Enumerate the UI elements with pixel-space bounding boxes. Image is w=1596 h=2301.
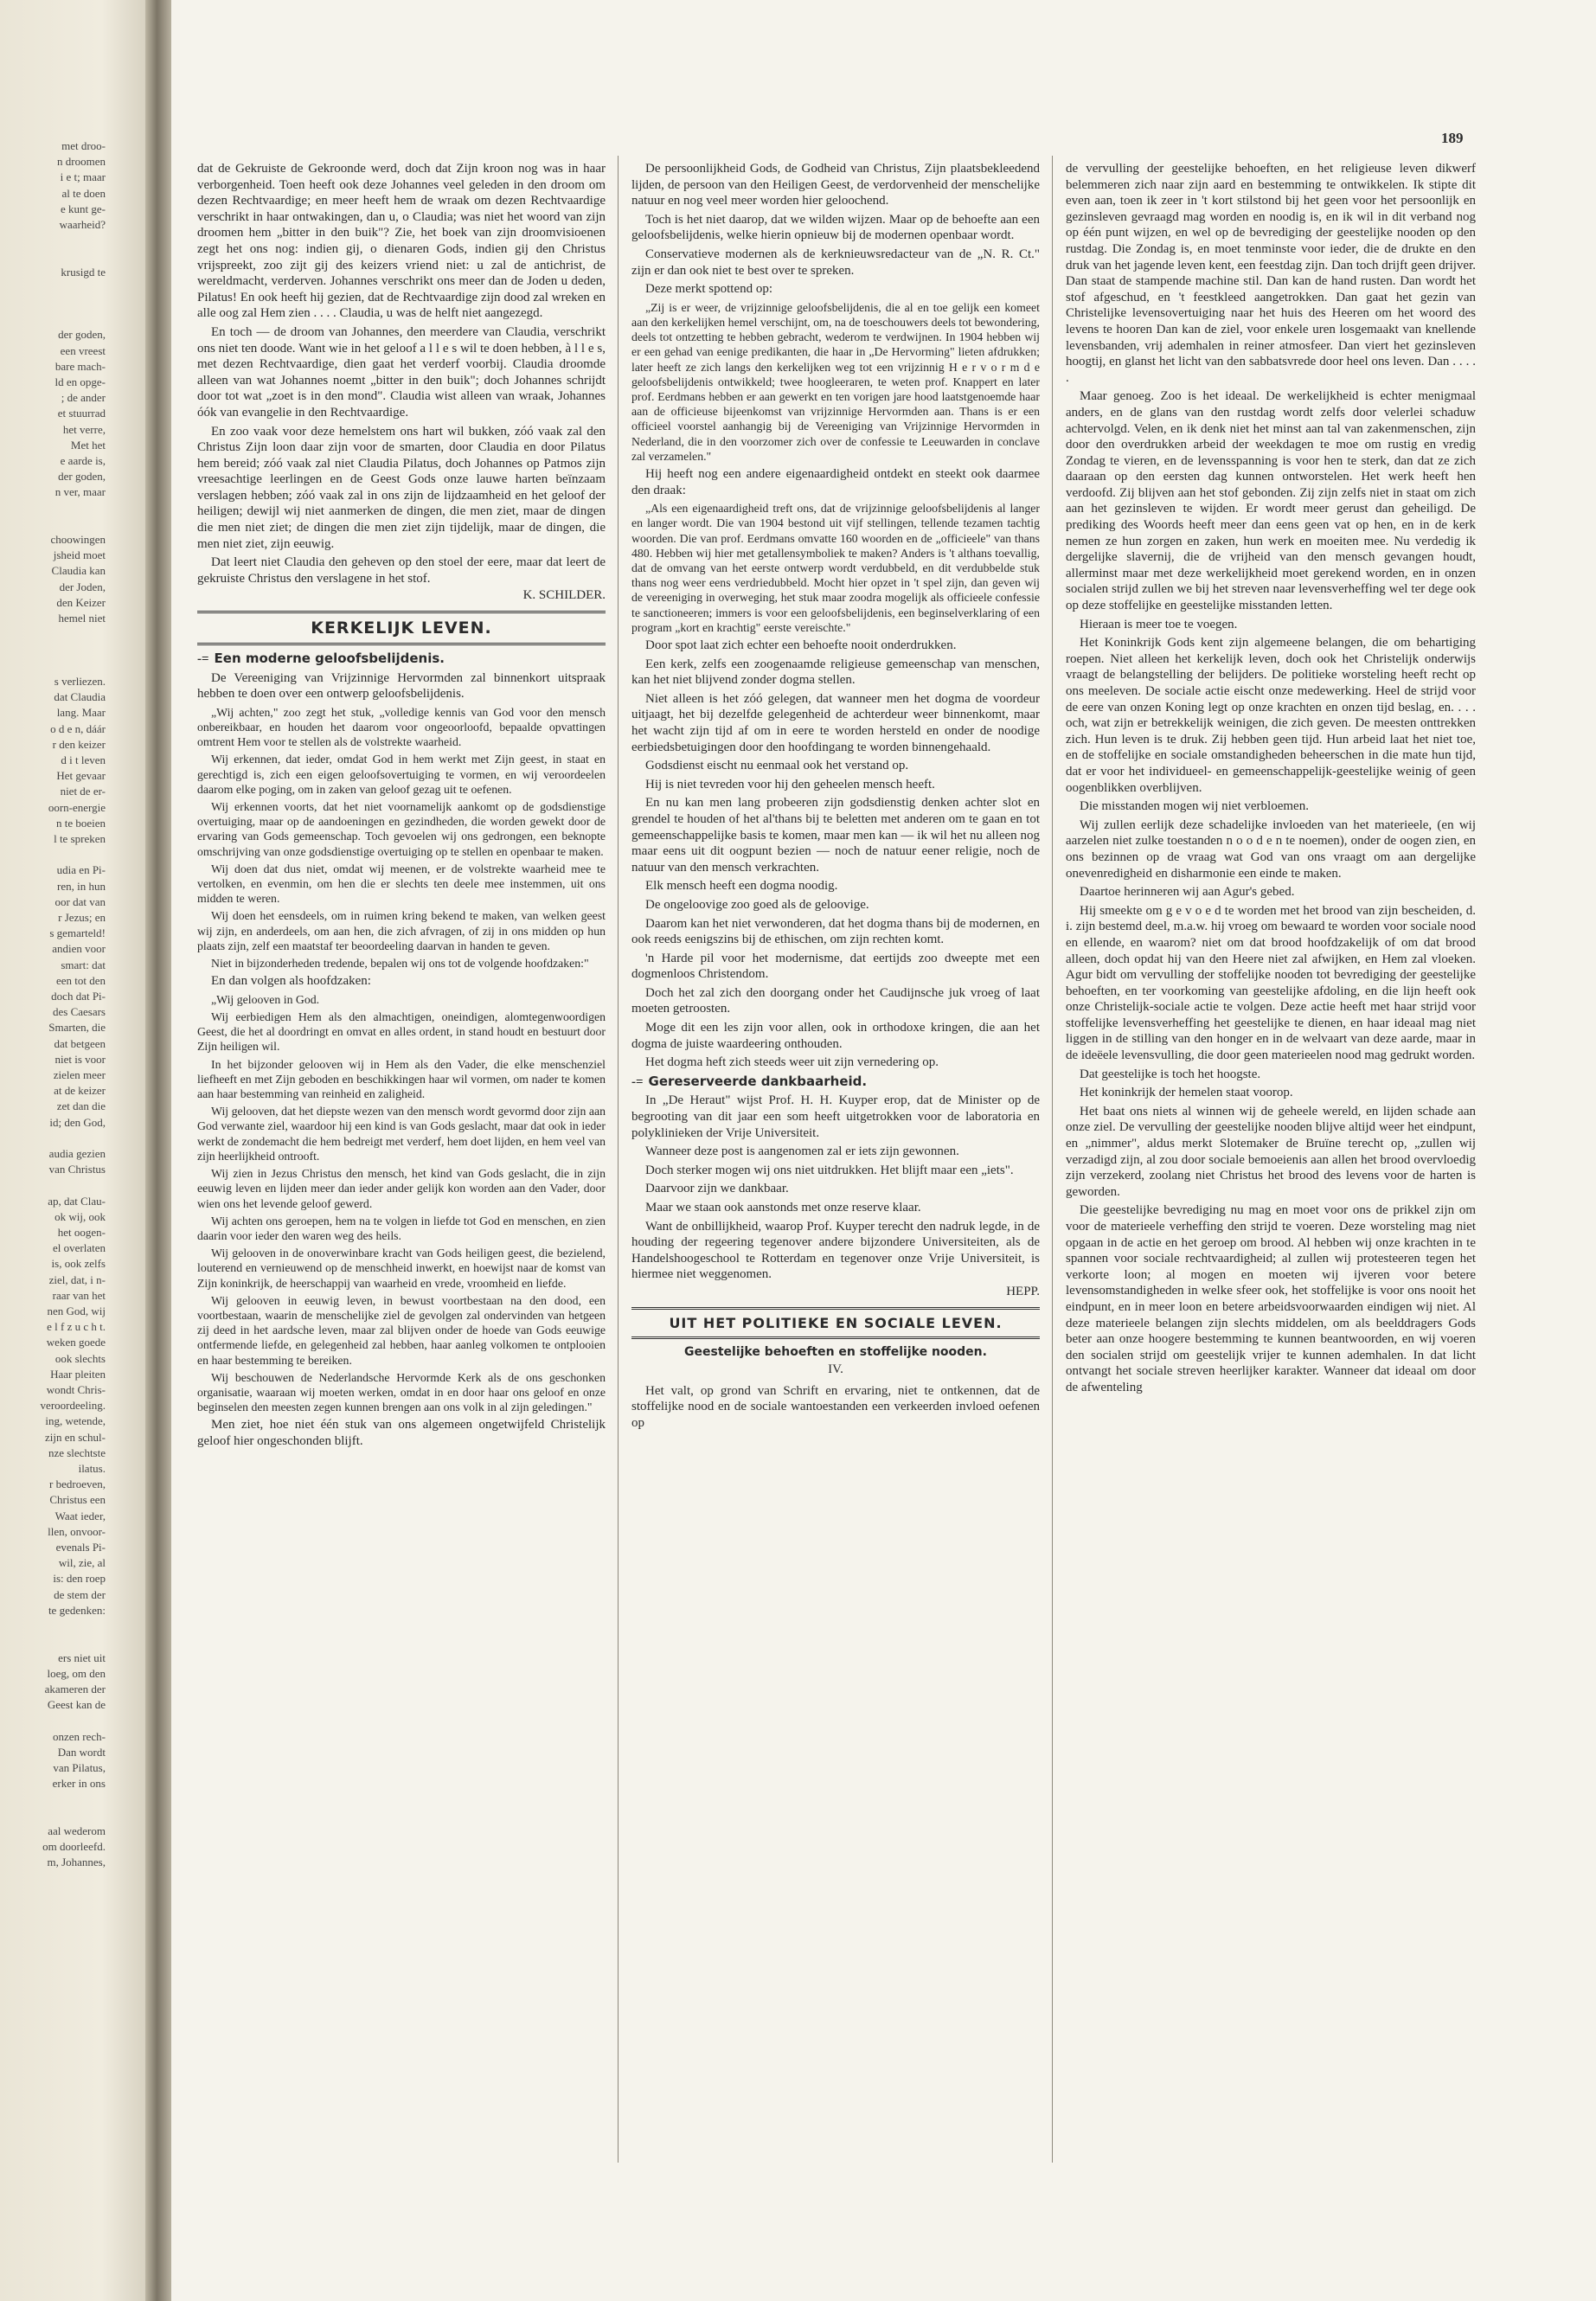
spine-text-line: evenals Pi- — [55, 1541, 106, 1554]
spine-text-line: dat betgeen — [54, 1036, 106, 1050]
spine-text-line: Met het — [70, 438, 106, 452]
spine-text-line: wil, zie, al — [58, 1556, 106, 1570]
spine-text-line: zijn en schul- — [44, 1430, 106, 1444]
spine-text-line: is: den roep — [53, 1572, 106, 1586]
spine-text-line: l te spreken — [54, 831, 106, 845]
section-rule — [631, 1307, 1040, 1310]
spine-text-line: de stem der — [54, 1587, 106, 1601]
spine-text-line: at de keizer — [54, 1084, 106, 1098]
spine-text-line: Waat ieder, — [54, 1509, 106, 1522]
article-subhead: -= Een moderne geloofsbelijdenis. — [197, 651, 445, 667]
article-signature: K. SCHILDER. — [522, 588, 606, 603]
paragraph: Die geestelijke bevrediging nu mag en moet voor ons de prikkel zijn om voor de materieele verheffing den strijd te voeren. Deze worsteling mag niet opgaan in de actie en het geroep om brood. Al hebben wij onze krachten in te spannen voor sociale rechtvaardigheid; al zullen wij protesteeren tegen het verkorte loon; al mogen en moeten wij ijveren voor betere levensomstandigheden in welke sfeer ook, het stoffelijke is voor ons nooit het eindpunt, en in meer loon en betere arbeidsvoorwaarden eindigen wij niet. Al deze materieele belangen zijn slechts middelen, om als beelddragers Gods beter aan onze hoogere bestemming te kunnen beantwoorden, en wij voeren den socialen strijd om geestelijk vrijer te kunnen ademhalen. In dat licht ontvangt het sociale streven heerlijker karakter. Wanneer dat ideaal om door de afwenteling — [1066, 1203, 1476, 1394]
spine-text-line: wondt Chris- — [46, 1383, 106, 1397]
spine-text-line: het verre, — [62, 422, 106, 436]
paragraph: Wanneer deze post is aangenomen zal er iets zijn gewonnen. — [645, 1144, 959, 1159]
spine-text-line: Dan wordt — [57, 1745, 106, 1759]
spine-text-line: n te boeien — [55, 816, 106, 830]
spine-text-line: e l f z u c h t. — [47, 1320, 106, 1334]
spine-text-line: andien voor — [52, 942, 106, 956]
spine-text-line: ren, in hun — [57, 879, 106, 893]
spine-text-line — [3, 501, 106, 516]
page-number: 189 — [1441, 130, 1464, 146]
spine-text-line: der goden, — [58, 328, 106, 342]
spine-text-line — [3, 1131, 106, 1146]
paragraph: Daarvoor zijn we dankbaar. — [645, 1182, 789, 1196]
spine-text-line: nze slechtste — [48, 1445, 106, 1459]
spine-text-line: n ver, maar — [54, 485, 106, 499]
paragraph: Maar genoeg. Zoo is het ideaal. De werkelijkheid is echter menigmaal anders, en de glans van den rustdag wordt zelfs door velerlei schaduw achtervolgd. Velen, en ik denk niet het minst aan tal van zakenmenschen, zijn door den overdrukken arbeid der weekdagen te moe om rustig en vredig Zondag te vieren, en de levensspanning is voor hen te sterk, dan dat ze zich daaraan op den eersten dag kunnen ontworstelen. Het werk heeft hen verdoofd. Zij blijven aan het stof gebonden. Zij zijn zelfs niet in staat om zich aan het gezinsleven te wijden. Er wordt meer gerust dan geheiligd. De prediking des Woords heeft meer dan eens geen vat op hen, en in de kerk nemen ze hun zorgen en zaken, hun werk en moeiten mee. Nu verdedig ik dergelijke slavernij, die de vrijheid van den mensch gevangen houdt, allerminst maar met deze werkelijkheid moet gerekend worden, en in onzen socialen strijd zullen we bij het streven naar levensverheffing wel ter dege ook op deze stoffelijke en geestelijke misstanden letten. — [1066, 389, 1476, 613]
paragraph: Wij gelooven in eeuwig leven, in bewust voortbestaan na den dood, een voortbestaan, waarin de menschelijke ziel de gevolgen zal ondervinden van hetgeen zij deed in het aardsche leven, maar zal blijven onder de hoede van Gods eeuwige ontfermende liefde, en gelegenheid zal hebben, haar aanleg volkomen te ontplooien en haar bestemming te bereiken. — [197, 1293, 606, 1367]
spine-text-line: zielen meer — [53, 1067, 106, 1081]
spine-text-line: Het gevaar — [56, 769, 106, 783]
paragraph: Hieraan is meer toe te voegen. — [1080, 617, 1238, 631]
spine-text-line: om doorleefd. — [42, 1839, 106, 1853]
spine-text-line — [3, 847, 106, 862]
spine-text-line — [3, 1808, 106, 1823]
paragraph: Wij gelooven in de onoverwinbare kracht van Gods heiligen geest, die bezielend, louterend en vernieuwend op de menschheid inwerkt, en hoewijst naar de komst van Zijn koninkrijk, de heerschappij van waarheid en vrede, vroomheid en liefde. — [197, 1247, 606, 1290]
article-signature: HEPP. — [1006, 1284, 1040, 1298]
spine-text-line — [3, 296, 106, 311]
paragraph: Door spot laat zich echter een behoefte nooit onderdrukken. — [645, 638, 957, 652]
spine-text-line — [3, 280, 106, 296]
paragraph: Doch sterker mogen wij ons niet uitdrukken. Het blijft maar een „iets". — [645, 1163, 1014, 1177]
paragraph: Het baat ons niets al winnen wij de geheele wereld, en lijden schade aan onze ziel. De vervulling der geestelijke nooden blijve altijd weer het eindpunt, en „nimmer", aldus merkt Slotemaker de Bruïne terecht op, „zullen wij verzadigd zijn, al zou door sociale bemoeienis aan allen het brood overvloedig zijn verzekerd, zoolang niet Christus het brood des levens voor de harten is geworden. — [1066, 1104, 1476, 1199]
quote-block: „Als een eigenaardigheid treft ons, dat de vrijzinnige geloofsbelijdenis al langer en langer wordt. Die van 1904 bestond uit vijf stellingen, tellende tezamen tachtig woorden. Die van prof. Eerdmans omvatte 160 woorden en de „officieele" van thans 480. Hebben wij hier met getallensymboliek te maken? Anders is 't althans toevallig, dat de omvang van het eerste ontwerp wordt verdubbeld, en dit verdubbelde stuk thans nog weer eens verdriedubbeld. Mocht hier opzet in 't spel zijn, dan geven wij de vereeniging in overweging, het stuk maar zoodra mogelijk als officieele confessie te sanctioneeren; immers is voor een geloofsbelijdenis, een beginselverklaring of een program „kort en krachtig" eerste vereischte." — [631, 502, 1040, 634]
spine-text-line: Smarten, die — [48, 1021, 106, 1035]
spine-text-line: smart: dat — [61, 958, 106, 971]
paragraph: Het valt, op grond van Schrift en ervaring, niet te ontkennen, dat de stoffelijke nood en de sociale wantoestanden een verkeerden invloed oefenen op — [631, 1383, 1040, 1430]
spine-text-line: der Joden, — [59, 580, 106, 593]
paragraph: Wij erkennen voorts, dat het niet voornamelijk aankomt op de godsdienstige overtuiging, maar op de aandoeningen en gezindheden, die worden gewekt door de ervaring van Gods gemeenschap. Toch gevoelen wij ons gedrongen, een beknopte omschrijving van onze godsdienstige overtuiging op te stellen en openbaar te maken. — [197, 800, 606, 858]
spine-text-line: m, Johannes, — [47, 1856, 106, 1869]
spine-text-line: ing, wetende, — [45, 1414, 106, 1428]
left-page-text-fragments — [3, 138, 106, 1870]
section-title-kerkelijk-leven: KERKELIJK LEVEN. — [311, 619, 492, 638]
article-subhead: -= Gereserveerde dankbaarheid. — [631, 1073, 868, 1089]
paragraph: En toch — de droom van Johannes, den meerdere van Claudia, verschrikt ons niet ten doode. Want wie in het geloof a l l e s wil te doen hebben, à l l e s, met dezen Rechtvaardige, dien gaat het verderf voorbij. Claudia droomde alleen van wat Johannes noemt „bitter in den buik"; doch Johannes schrijdt door tot wat „zoet is in den mond". Claudia wist alleen van wraak, Johannes óók van evangelie in den Rechtvaardige. — [197, 324, 606, 420]
spine-text-line: d i t leven — [61, 753, 106, 766]
paragraph: In „De Heraut" wijst Prof. H. H. Kuyper erop, dat de Minister op de begrooting van dit jaar een som heeft uitgetrokken voor de laboratoria en polyklinieken der Vrije Universiteit. — [631, 1093, 1040, 1140]
spine-text-line: ziel, dat, i n- — [48, 1272, 106, 1286]
spine-text-line: ap, dat Clau- — [48, 1194, 106, 1208]
closing-paragraph: Men ziet, hoe niet één stuk van ons algemeen ongetwijfeld Christelijk geloof hier ongeschonden blijft. — [197, 1418, 606, 1448]
spine-text-line: oor dat van — [54, 894, 106, 908]
spine-text-line: van Christus — [48, 1163, 106, 1176]
spine-text-line — [3, 311, 106, 327]
paragraph: Wij gelooven, dat het diepste wezen van den mensch wordt gevormd door zijn aan God verwante ziel, waardoor hij een kind is van Gods geslacht, maar dat ook in ieder werkt de zondemacht die hem bedreigt met verderf, hem doet lijden, en hem veel van zijn heerlijkheid ontrooft. — [197, 1105, 606, 1163]
spine-text-line: r Jezus; en — [58, 910, 106, 924]
spine-text-line: Claudia kan — [51, 564, 106, 578]
spine-text-line: erker in ons — [52, 1777, 106, 1791]
paragraph: Conservatieve modernen als de kerknieuwsredacteur van de „N. R. Ct." zijn er dan ook niet te best over te spreken. — [631, 247, 1040, 278]
paragraph: In het bijzonder gelooven wij in Hem als den Vader, die elke menschenziel liefheeft en met Zijn geboden en beschikkingen haar wil vormen, om nader te komen aan haar bestemming van reinheid en zaligheid. — [197, 1057, 606, 1101]
spine-text-line: o d e n, dáár — [50, 721, 106, 735]
spine-text-line — [3, 516, 106, 532]
spine-text-line: r bedroeven, — [49, 1477, 106, 1491]
spine-text-line: der goden, — [58, 470, 106, 484]
section-rule — [197, 611, 606, 613]
paragraph: Niet in bijzonderheden tredende, bepalen wij ons tot de volgende hoofdzaken:" — [211, 957, 589, 971]
spine-text-line: s verliezen. — [54, 674, 106, 688]
paragraph: Want de onbillijkheid, waarop Prof. Kuyper terecht den nadruk legde, in de houding der regeering tegenover andere bijzondere Universiteiten, als de Handelshoogeschool te Rotterdam en tegenover onze Vrije Universiteit, is hiermee niet weggenomen. — [631, 1219, 1040, 1282]
paragraph: Toch is het niet daarop, dat we wilden wijzen. Maar op de behoefte aan een geloofsbelijdenis, welke hierin opnieuw bij de modernen openbaar wordt. — [631, 212, 1040, 243]
paragraph: Wij zien in Jezus Christus den mensch, het kind van Gods geslacht, die in zijn eeuwig leven en lijden meer dan ieder ander gelijk kon worden aan den Vader, door wien ons het levende geloof gewerd. — [197, 1167, 606, 1210]
spine-text-line — [3, 1713, 106, 1728]
spine-text-line — [3, 233, 106, 248]
paragraph: De ongeloovige zoo goed als de geloovige. — [645, 897, 869, 912]
paragraph: Die misstanden mogen wij niet verbloemen. — [1080, 799, 1309, 814]
column-rule — [1052, 156, 1053, 2163]
spine-text-line: ook slechts — [54, 1351, 106, 1365]
part-number: IV. — [828, 1362, 843, 1377]
spine-text-line: ers niet uit — [58, 1650, 106, 1664]
paragraph: Wij doen dat dus niet, omdat wij meenen, er de volstrekte waarheid mee te vertolken, en evenmin, om hen die er slechts ten deele mee instemmen, uit ons midden te weren. — [197, 862, 606, 906]
spine-text-line: krusigd te — [61, 265, 106, 279]
spine-text-line: e kunt ge- — [61, 202, 106, 215]
paragraph: En nu kan men lang probeeren zijn godsdienstig denken achter slot en grendel te houden of het al'thans bij te beletten met anderen om te gaan en tot gemeenschappelijke basis te komen, maar men kan — ik wil het nu alleen nog maar eens uit dit oogpunt bezien — noch de natuur eener religie, noch de natuur van den mensch verkrachten. — [631, 796, 1040, 875]
column-rule — [618, 156, 619, 2163]
paragraph: Een kerk, zelfs een zoogenaamde religieuse gemeenschap van menschen, kan het niet blijvend zonder dogma stellen. — [631, 657, 1040, 688]
spine-text-line: niet de er- — [60, 785, 106, 798]
paragraph: Deze merkt spottend op: — [645, 282, 773, 297]
spine-text-line: waarheid? — [59, 218, 106, 232]
spine-text-line: ld en opge- — [54, 375, 106, 389]
spine-text-line: hemel niet — [58, 612, 106, 625]
spine-text-line: audia gezien — [48, 1147, 106, 1160]
spine-text-line: llen, onvoor- — [48, 1524, 106, 1538]
spine-text-line: n droomen — [57, 155, 106, 169]
spine-text-line: choowingen — [50, 533, 106, 547]
paragraph: Hij smeekte om g e v o e d te worden met het brood van zijn bescheiden, d. i. zijn bestemd deel, m.a.w. hij vroeg om bewaard te worden voor sociale nood en ellende, en waarom? niet om dat brood hoofdzakelijk of om dat brood alleen, doch opdat hij van den Heere niet zal afwijken, en Hem zal vloeken. Agur bidt om vervulling der stoffelijke nooden tot bevrediging der geestelijke behoeften, en ter voorkoming van geestelijke afdoling, en die lijn heeft ook onze Christelijk-sociale actie te volgen. Deze actie heeft met haar strijd voor stoffelijke levensverheffing het geestelijke te dienen, en haar ideaal mag niet liggen in de stilling van den honger en in de welvaart van deze aarde, maar in de ideëele levensvulling, die door geen materieelen nood mag gedrukt worden. — [1066, 903, 1476, 1063]
spine-text-line — [3, 643, 106, 658]
paragraph: Het Koninkrijk Gods kent zijn algemeene belangen, die om behartiging roepen. Niet alleen het kerkelijk leven, doch ook het Christelijk onderwijs vraagt de belangstelling der belijders. De politieke worsteling heeft recht op ons meeleven. De sociale actie eischt onze medewerking. Heel de strijd voor de eere van onzen Koning legt op onze krachten en onzen tijd beslag, en. . . . och, wat zijn er betrekkelijk weinigen, die zich geven. De meesten onttrekken zich. Hun leven is te druk. Zij hebben geen tijd. Hun arbeid laat het niet toe, en de stoffelijke en sociale omstandigheden beheerschen in die mate hun tijd, dat er voor het individueel- en gemeenschappelijk-geestelijke weinig of geen oogenblikken overblijven. — [1066, 636, 1476, 795]
paragraph: de vervulling der geestelijke behoeften, en het religieuse leven dikwerf belemmeren zich naar zijn aard en bestemming te ontwikkelen. Ik stipte dit even aan, toen ik zeer in 't kort stilstond bij het geen voor het persoonlijk en gezinsleven gevraagd mag worden en noodig is, en ik wil in dit verband nog op één punt wijzen, en wel op de bevrediging der geestelijke nooden op den rustdag. Die Zondag is, en moet tenminste voor ieder, die de drukte en den druk van het jagende leven kent, een feestdag zijn. Dan toch drijft geen drijver. Dan staat de stampende machine stil. Dan kan de hand rusten. Dan wordt het stof afgeschud, en 't feestkleed aangetrokken. Dan gaat het gezin van Christelijke levensovertuiging naar het huis des Heeren om het woord des levens te hooren Dan kan de ziel, voor enkele uren losgemaakt van knellende levensbanden, vrij ademhalen in reiner atmosfeer. Dan viert het gezinsleven hoogtij, en glanst het licht van den sabbatsvrede door heel ons leven. Dan . . . . . — [1066, 162, 1476, 385]
paragraph: Wij eerbiedigen Hem als den almachtigen, oneindigen, alomtegenwoordigen Geest, die het al doordringt en omvat en alles ordent, in stand houdt en bestuurt door Zijn heiligen wil. — [197, 1010, 606, 1054]
quote-block: „Zij is er weer, de vrijzinnige geloofsbelijdenis, die al en toe gelijk een komeet aan den kerkelijken hemel verschijnt, om, na de toeschouwers deels tot bewondering, deels tot ontzetting te hebben gebracht, wederom te verdwijnen. In 1904 hebben wij er een gehad van eenige predikanten, die haar in „De Hervorming" lieten afdrukken; later heeft ze zich langs den kerkelijken weg tot een vrijzinnig H e r v o r m d e geloofsbelijdenis ontwikkeld; twee hoogleeraren, te weten prof. Knappert en later prof. Eerdmans hebben er aan gewerkt en ten vorigen jare hood laatstgenoemde haar aan de officieuse bijeenkomst van vrijzinnige Hervormden aan. Thans is er een officieel voorstel aanhangig bij de Vereeniging van Vrijzinnige Hervormden in Nederland, die in den voorzomer zich over de confessie te Leeuwarden in conclave zal verzamelen." — [631, 300, 1040, 463]
column-2 — [631, 161, 1040, 1434]
spine-text-line: Haar pleiten — [50, 1367, 106, 1381]
spine-text-line: veroordeeling. — [40, 1399, 106, 1413]
paragraph: Het dogma heft zich steeds weer uit zijn vernedering op. — [645, 1055, 939, 1070]
spine-text-line — [3, 1791, 106, 1807]
spine-text-line — [3, 248, 106, 264]
spine-text-line: bare mach- — [54, 359, 106, 373]
spine-text-line: Christus een — [49, 1493, 106, 1507]
column-1 — [197, 161, 606, 1452]
paragraph: „Wij gelooven in God. — [211, 992, 320, 1006]
spine-text-line: van Pilatus, — [53, 1760, 106, 1774]
paragraph: dat de Gekruiste de Gekroonde werd, doch dat Zijn kroon nog was in haar verborgenheid. Toen heeft ook deze Johannes veel geleden in den droom om dezen Rechtvaardige; en meer heeft hem de wraak om dezen Rechtvaardige verschrikt in haar ontwakingen, dan u, o Claudia; was niet het woord van zijn droomen hem „bitter in den buik"? Zie, het boek van zijn droomvisioenen zegt het ons nog: indien gij, o dienaren Gods, indien gij den Christus vrijspreekt, zoo zijt gij des keizers vriend niet: u zal de antichrist, de wereldmacht, verderven. Johannes verschrikt ons meer dan de Joden u deden, Pilatus! En ook heeft hij gezien, dat de Rechtvaardige zijn dood zal wreken en alle oog zal Hem zien . . . . Claudia, u was de helft niet aangezegd. — [197, 162, 606, 321]
spine-text-line: ilatus. — [78, 1462, 106, 1476]
paragraph: Het koninkrijk der hemelen staat voorop. — [1080, 1086, 1293, 1100]
paragraph: Godsdienst eischt nu eenmaal ook het verstand op. — [645, 759, 909, 773]
spine-text-line: den Keizer — [56, 595, 106, 609]
spine-text-line — [3, 1177, 106, 1193]
paragraph: Dat geestelijke is toch het hoogste. — [1080, 1067, 1261, 1081]
paragraph: Wij beschouwen de Nederlandsche Hervormde Kerk als de ons geschonken organisatie, waaraan wij moeten werken, omdat in en door haar ons geloof en onze beginselen den meesten zegen kunnen brengen aan ons volk in al zijn geledingen." — [197, 1370, 606, 1414]
spine-text-line: doch dat Pi- — [51, 989, 106, 1003]
paragraph: Elk mensch heeft een dogma noodig. — [645, 879, 838, 894]
paragraph: Wij achten ons geroepen, hem na te volgen in liefde tot God en menschen, en zien daarin voor ieder den waren weg des heils. — [197, 1214, 606, 1242]
paragraph: Wij zullen eerlijk deze schadelijke invloeden van het materieele, (en wij aarzelen niet zulke toestanden n o o d e n te noemen), onder de oogen zien, en ons bezinnen op de vraag wat God van ons vraagt om aan dergelijke onevenredigheid en disharmonie een einde te maken. — [1066, 817, 1476, 881]
article-heading: Geestelijke behoeften en stoffelijke nooden. — [684, 1344, 987, 1359]
section-title-politiek-sociaal: UIT HET POLITIEKE EN SOCIALE LEVEN. — [669, 1314, 1003, 1331]
newspaper-page — [171, 0, 1596, 2301]
spine-text-line — [3, 658, 106, 674]
spine-text-line: oorn-energie — [48, 800, 106, 814]
spine-text-line: r den keizer — [52, 737, 106, 751]
spine-text-line: dat Claudia — [54, 690, 106, 704]
spine-text-line: el overlaten — [53, 1241, 106, 1255]
spine-text-line: een tot den — [55, 973, 106, 987]
spine-text-line: ok wij, ook — [54, 1209, 106, 1223]
paragraph: Hij heeft nog een andere eigenaardigheid ontdekt en steekt ook daarmee den draak: — [631, 466, 1040, 497]
paragraph: Daarom kan het niet verwonderen, dat het dogma thans bij de modernen, en ook reeds eenigszins bij de ethischen, om zijn rechten komt. — [631, 916, 1040, 947]
spine-text-line: al te doen — [61, 186, 106, 200]
spine-text-line: niet is voor — [54, 1052, 106, 1066]
spine-text-line: een vreest — [60, 343, 106, 357]
spine-text-line: id; den God, — [49, 1115, 106, 1129]
paragraph: Hij is niet tevreden voor hij den geheelen mensch heeft. — [645, 777, 935, 792]
spine-text-line: zet dan die — [56, 1099, 106, 1113]
book-gutter — [145, 0, 171, 2301]
paragraph: Dat leert niet Claudia den geheven op den stoel der eere, maar dat leert de gekruiste Christus den verslagene in het stof. — [197, 555, 606, 586]
spine-text-line: aal wederom — [48, 1823, 106, 1837]
paragraph: En zoo vaak voor deze hemelstem ons hart wil bukken, zóó vaak zal den Christus Zijn loon daar zijn voor de smarten, door Claudia en door Pilatus hem bereid; zóó vaak zal niet Claudia Pilatus, doch Johannes op Patmos zijn vreesachtige leerlingen en de Geest Gods onze lauwe harten beïnzaam verslagen hebben; zóó vaak zal in ons zijn de lijdzaamheid en het geloof der heiligen; dewijl wij niet aanmerken de dingen, die men ziet, maar de dingen die men niet ziet; de dingen die men ziet zijn tijdelijk, maar de dingen, die men niet ziet, zijn eeuwig. — [197, 424, 606, 551]
spine-text-line: e aarde is, — [60, 454, 106, 468]
article-intro: De Vereeniging van Vrijzinnige Hervormden zal binnenkort uitspraak hebben te doen over een ontwerp geloofsbelijdenis. — [197, 670, 606, 702]
paragraph: Wij doen het eensdeels, om in ruimen kring bekend te maken, van welken geest wij zijn, en anderdeels, om aan hen, die zich afvragen, of zij in ons midden op hun plaats zijn, zelf een maatstaf ter beoordeeling daarvan in handen te geven. — [197, 909, 606, 952]
bridge-paragraph: En dan volgen als hoofdzaken: — [211, 974, 371, 989]
paragraph: Doch het zal zich den doorgang onder het Caudijnsche juk vroeg of laat moeten getroosten. — [631, 985, 1040, 1016]
spine-text-line: met droo- — [61, 139, 106, 152]
paragraph: Maar we staan ook aanstonds met onze reserve klaar. — [645, 1201, 921, 1215]
spine-text-line: het oogen- — [57, 1226, 106, 1240]
section-rule — [197, 643, 606, 645]
spine-text-line: et stuurrad — [57, 407, 106, 420]
spine-text-line: udia en Pi- — [56, 863, 106, 877]
section-rule — [631, 1336, 1040, 1339]
spine-text-line: ; de ander — [61, 391, 106, 405]
spine-text-line: te gedenken: — [48, 1603, 106, 1617]
spine-text-line: s gemarteld! — [49, 926, 106, 940]
spine-text-line: lang. Maar — [56, 706, 106, 720]
paragraph: Wij erkennen, dat ieder, omdat God in hem werkt met Zijn geest, in staat en gerechtigd is, zich een eigen geloofsovertuiging te vormen, en wij veroordeelen daarom elke poging, om in zaken van geloof gezag uit te oefenen. — [197, 753, 606, 796]
spine-text-line: raar van het — [52, 1288, 106, 1302]
spine-text-line — [3, 1634, 106, 1650]
paragraph: „Wij achten," zoo zegt het stuk, „volledige kennis van God voor den mensch onbereikbaar, en houden het daarom voor ongeoorloofd, bepaalde opvattingen omtrent Hem voor te stellen als de volstrekte waarheid. — [197, 705, 606, 749]
spine-text-line: Geest kan de — [47, 1698, 106, 1712]
paragraph: De persoonlijkheid Gods, de Godheid van Christus, Zijn plaatsbekleedend lijden, de persoon van den Heiligen Geest, de verdorvenheid der menschelijke natuur en nog veel meer worden hier geloochend. — [631, 162, 1040, 208]
spine-text-line: i e t; maar — [60, 170, 106, 184]
spine-text-line: onzen rech- — [53, 1729, 106, 1743]
spine-text-line: nen God, wij — [47, 1304, 106, 1318]
paragraph: Niet alleen is het zóó gelegen, dat wanneer men het dogma de voordeur uitjaagt, het bij dezelfde gelegenheid de achterdeur weer binnenkomt, maar het wacht zijn tijd af om in eere te worden hersteld en onder de noodige eerbiedsbetuigingen door den hoofdingang te worden binnengehaald. — [631, 691, 1040, 754]
spine-text-line: des Caesars — [52, 1005, 106, 1019]
paragraph: Moge dit een les zijn voor allen, ook in orthodoxe kringen, die aan het dogma de juiste waardeering onthouden. — [631, 1021, 1040, 1051]
spine-text-line — [3, 626, 106, 642]
spine-text-line: is, ook zelfs — [51, 1257, 106, 1271]
spine-text-line — [3, 1618, 106, 1634]
spine-text-line: akameren der — [44, 1682, 106, 1695]
column-3 — [1066, 161, 1476, 1399]
spine-text-line: jsheid moet — [53, 548, 106, 562]
paragraph: Daartoe herinneren wij aan Agur's gebed. — [1080, 885, 1295, 900]
left-page-spine — [0, 0, 145, 2301]
paragraph: 'n Harde pil voor het modernisme, dat eertijds zoo dweepte met een dogmenloos Christendom. — [631, 951, 1040, 982]
spine-text-line: weken goede — [46, 1336, 106, 1349]
spine-text-line: loeg, om den — [47, 1666, 106, 1680]
